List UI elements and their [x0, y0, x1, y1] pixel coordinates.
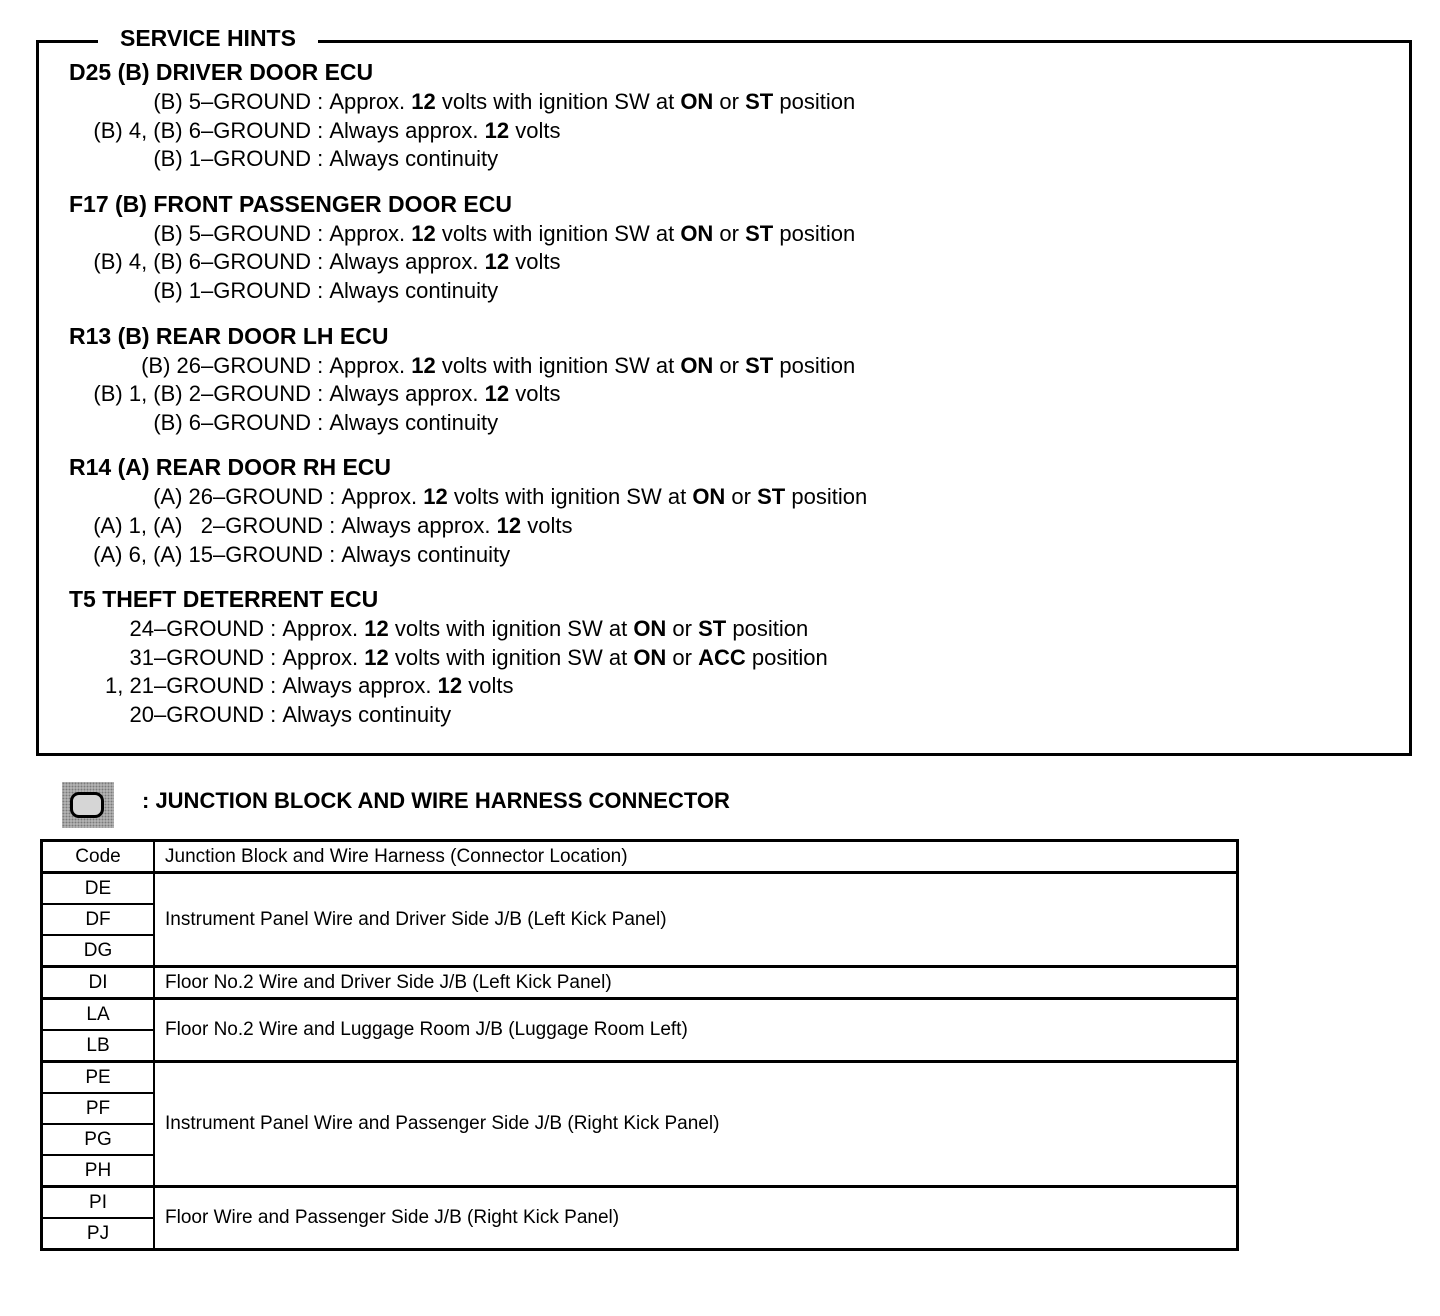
hint-line: [69, 512, 1399, 541]
hint-text: volts: [462, 673, 514, 699]
legend-text: : JUNCTION BLOCK AND WIRE HARNESS CONNECTOR: [142, 788, 730, 813]
hint-section-title: D25 (B) DRIVER DOOR ECU: [69, 59, 374, 85]
hint-value-bold: ST: [745, 89, 774, 114]
hint-description: [282, 672, 513, 701]
hint-description: [329, 248, 560, 277]
hint-text: or: [713, 352, 746, 378]
connector-table: [40, 839, 1239, 1251]
hint-text: Always continuity: [329, 409, 499, 435]
connector-code: PG: [42, 1124, 155, 1155]
hint-text: volts with ignition SW at: [447, 484, 693, 510]
hint-separator: :: [323, 541, 342, 567]
hint-section: [69, 322, 1399, 438]
hint-description: [329, 380, 560, 409]
hint-separator: :: [311, 220, 330, 246]
hint-description: [329, 220, 855, 249]
hint-text: Approx.: [282, 616, 365, 642]
hint-text: Approx.: [341, 484, 424, 510]
connector-code: PE: [42, 1062, 155, 1094]
hint-line: [69, 541, 1399, 570]
hint-pin: (B) 1–GROUND: [153, 277, 311, 303]
connector-location: Floor Wire and Passenger Side J/B (Right Kick Panel): [154, 1187, 1238, 1250]
connector-location: Floor No.2 Wire and Driver Side J/B (Left Kick Panel): [154, 967, 1238, 999]
hint-section-title: R14 (A) REAR DOOR RH ECU: [69, 454, 392, 481]
hint-value-bold: 12: [411, 220, 436, 246]
hint-value-bold: 12: [484, 249, 510, 275]
hint-separator: :: [311, 249, 330, 275]
hint-description: [329, 145, 498, 174]
legend: [62, 778, 862, 828]
hint-value-bold: ON: [633, 644, 667, 670]
hint-pin: 31–GROUND: [129, 644, 264, 670]
hint-text: volts with ignition SW at: [435, 352, 681, 378]
table-row: [42, 1187, 1238, 1219]
hint-pin: (B) 1–GROUND: [153, 146, 311, 172]
hint-line: [69, 380, 1399, 409]
hint-pin: (B) 5–GROUND: [153, 220, 311, 246]
hint-pin: (B) 6–GROUND: [153, 409, 311, 435]
hint-value-bold: 12: [411, 89, 436, 114]
hint-pin: 1, 21–GROUND: [105, 673, 264, 699]
hint-description: [341, 483, 867, 512]
connector-code: DG: [42, 935, 155, 967]
hint-description: [341, 512, 572, 541]
table-row: [42, 999, 1238, 1031]
hint-text: Always continuity: [329, 277, 499, 303]
hint-section: [69, 453, 1399, 569]
hint-separator: :: [311, 89, 330, 114]
hint-line: [69, 220, 1399, 249]
table-header-row: [42, 841, 1238, 873]
hint-text: position: [745, 644, 828, 670]
hint-text: volts: [509, 381, 561, 407]
hint-section-title: T5 THEFT DETERRENT ECU: [69, 586, 379, 613]
hint-text: Always approx.: [329, 249, 485, 275]
hint-description: [329, 352, 855, 381]
hint-text: position: [773, 352, 856, 378]
table-row: [42, 967, 1238, 999]
hint-text: Always approx.: [341, 512, 497, 538]
connector-code: DI: [42, 967, 155, 999]
header-code: Code: [42, 841, 155, 873]
hint-line: [69, 615, 1399, 644]
hint-pin: (B) 1, (B) 2–GROUND: [93, 381, 311, 407]
hint-description: [282, 701, 451, 730]
hint-text: Approx.: [329, 89, 412, 114]
hint-separator: :: [311, 277, 330, 303]
hint-text: or: [713, 220, 746, 246]
hint-line: [69, 409, 1399, 438]
hint-value-bold: ON: [680, 220, 714, 246]
connector-code: DE: [42, 873, 155, 905]
hint-value-bold: ST: [757, 484, 786, 510]
hint-text: volts with ignition SW at: [435, 89, 681, 114]
hint-section: [69, 58, 1399, 174]
hint-text: Always continuity: [329, 146, 499, 172]
hint-value-bold: 12: [423, 484, 448, 510]
hint-line: [69, 248, 1399, 277]
hint-value-bold: ON: [680, 89, 714, 114]
hint-text: Always approx.: [329, 381, 485, 407]
hint-description: [282, 644, 827, 673]
hint-pin: (B) 26–GROUND: [141, 352, 311, 378]
hint-section-title: R13 (B) REAR DOOR LH ECU: [69, 322, 389, 349]
hint-text: or: [666, 616, 699, 642]
hint-value-bold: ON: [692, 484, 726, 510]
connector-code: PJ: [42, 1218, 155, 1250]
connector-code: LA: [42, 999, 155, 1031]
hint-text: Approx.: [329, 220, 412, 246]
hint-value-bold: ON: [633, 616, 667, 642]
hint-separator: :: [311, 409, 330, 435]
hint-description: [329, 117, 560, 146]
hint-pin: (A) 1, (A) 2–GROUND: [93, 512, 323, 538]
hint-text: position: [785, 484, 868, 510]
hint-pin: (B) 5–GROUND: [153, 89, 311, 114]
hint-text: volts: [509, 249, 561, 275]
hint-separator: :: [264, 673, 283, 699]
hint-separator: :: [311, 117, 330, 143]
hint-text: volts with ignition SW at: [388, 644, 634, 670]
hint-description: [329, 409, 498, 438]
hint-description: [341, 541, 510, 570]
hint-description: [282, 615, 808, 644]
hint-value-bold: ST: [745, 352, 774, 378]
hint-text: or: [725, 484, 758, 510]
hint-line: [69, 88, 1399, 117]
hint-text: position: [773, 89, 856, 114]
hint-text: volts with ignition SW at: [435, 220, 681, 246]
hint-pin: (B) 4, (B) 6–GROUND: [93, 249, 311, 275]
hint-text: Always approx.: [329, 117, 485, 143]
hint-value-bold: ON: [680, 352, 714, 378]
hint-line: [69, 644, 1399, 673]
connector-code: DF: [42, 904, 155, 935]
hint-value-bold: ACC: [698, 644, 746, 670]
hint-text: Always continuity: [341, 541, 511, 567]
junction-connector-icon: [62, 782, 114, 828]
hint-text: Approx.: [329, 352, 412, 378]
hint-value-bold: 12: [484, 117, 510, 143]
hint-value-bold: 12: [437, 673, 463, 699]
hint-separator: :: [323, 484, 342, 510]
hint-text: volts with ignition SW at: [388, 616, 634, 642]
hint-pin: (B) 4, (B) 6–GROUND: [93, 117, 311, 143]
hint-text: Approx.: [282, 644, 365, 670]
hint-section-title: F17 (B) FRONT PASSENGER DOOR ECU: [69, 190, 512, 217]
hint-description: [329, 277, 498, 306]
hint-text: or: [666, 644, 699, 670]
hint-line: [69, 145, 1399, 174]
header-location: Junction Block and Wire Harness (Connector Location): [154, 841, 1238, 873]
hint-value-bold: ST: [745, 220, 774, 246]
hint-section: [69, 190, 1399, 306]
connector-code: PF: [42, 1093, 155, 1124]
hint-value-bold: 12: [411, 352, 436, 378]
hint-value-bold: ST: [698, 616, 727, 642]
hint-line: [69, 277, 1399, 306]
connector-code: PI: [42, 1187, 155, 1219]
connector-code: PH: [42, 1155, 155, 1187]
hint-text: position: [773, 220, 856, 246]
connector-location: Floor No.2 Wire and Luggage Room J/B (Luggage Room Left): [154, 999, 1238, 1062]
hint-text: Always approx.: [282, 673, 438, 699]
hint-separator: :: [264, 644, 283, 670]
hint-separator: :: [311, 146, 330, 172]
hint-value-bold: 12: [484, 381, 510, 407]
hint-value-bold: 12: [496, 512, 522, 538]
hint-text: Always continuity: [282, 701, 452, 727]
hint-description: [329, 88, 855, 117]
hint-text: position: [726, 616, 809, 642]
hint-line: [69, 701, 1399, 730]
hint-pin: (A) 6, (A) 15–GROUND: [93, 541, 323, 567]
hint-value-bold: 12: [364, 616, 389, 642]
hint-pin: 24–GROUND: [129, 616, 264, 642]
hint-separator: :: [264, 701, 283, 727]
table-row: [42, 1062, 1238, 1094]
hint-line: [69, 672, 1399, 701]
service-hints-content: [69, 58, 1399, 746]
hint-line: [69, 483, 1399, 512]
hint-separator: :: [311, 352, 330, 378]
table-row: [42, 873, 1238, 905]
hint-text: volts: [509, 117, 561, 143]
connector-location: Instrument Panel Wire and Passenger Side J/B (Right Kick Panel): [154, 1062, 1238, 1187]
hint-separator: :: [264, 616, 283, 642]
hint-text: or: [713, 89, 746, 114]
hint-line: [69, 117, 1399, 146]
connector-code: LB: [42, 1030, 155, 1062]
hint-pin: 20–GROUND: [129, 701, 264, 727]
hint-separator: :: [323, 512, 342, 538]
hint-separator: :: [311, 381, 330, 407]
hint-text: volts: [521, 512, 573, 538]
hint-value-bold: 12: [364, 644, 389, 670]
service-hints-title: SERVICE HINTS: [98, 24, 318, 52]
hint-line: [69, 352, 1399, 381]
hint-section: [69, 585, 1399, 729]
hint-pin: (A) 26–GROUND: [153, 484, 323, 510]
connector-location: Instrument Panel Wire and Driver Side J/B (Left Kick Panel): [154, 873, 1238, 967]
